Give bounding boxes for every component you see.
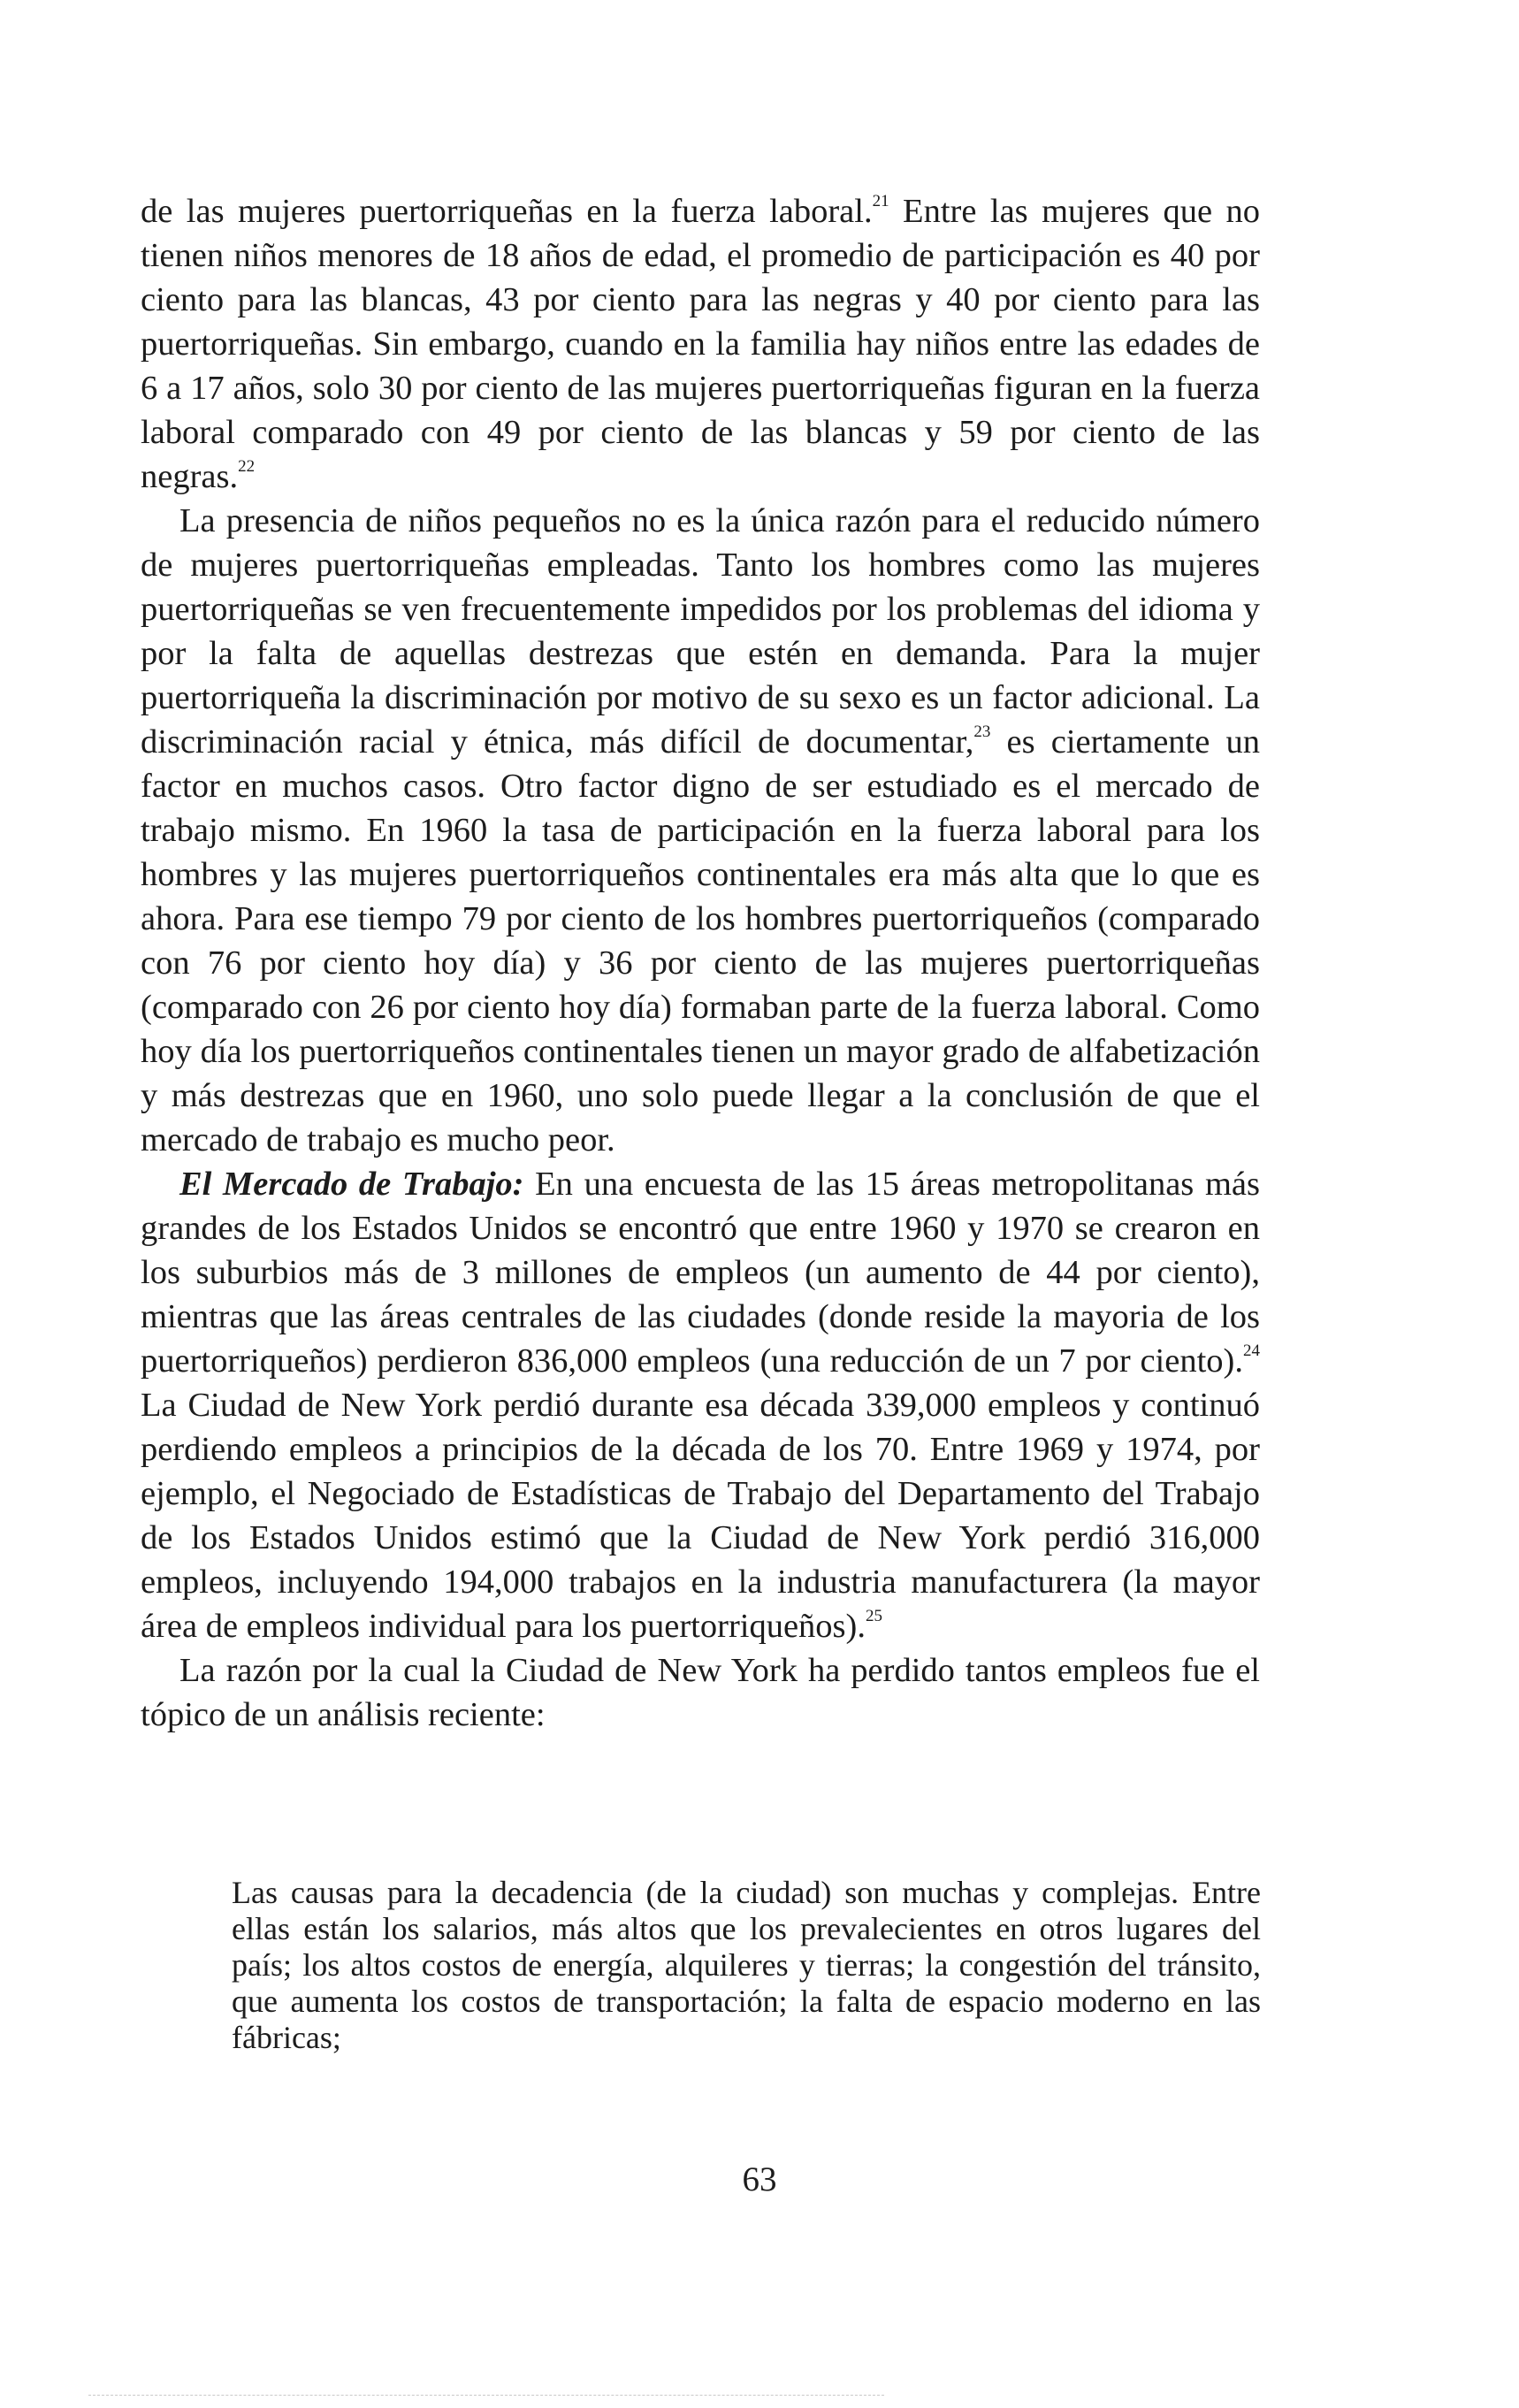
section-heading-mercado-de-trabajo: El Mercado de Trabajo: <box>179 1166 524 1203</box>
footnote-ref-22: 22 <box>238 457 256 477</box>
scan-edge-line <box>88 2395 884 2396</box>
paragraph-1 <box>141 189 1260 499</box>
paragraph-3-text-a: En una encuesta de las 15 áreas metropolitanas más grandes de los Estados Unidos se encontró que entre 1960 y 1970 se crearon en los suburbios más de 3 millones de empleos (un aumento de 44 por ciento), mientras que las áreas centrales de las ciudades (donde reside la mayoria de los puertorriqueños) perdieron 836,000 empleos (una reducción de un 7 por ciento). <box>141 1166 1260 1380</box>
footnote-ref-24: 24 <box>1243 1342 1260 1361</box>
paragraph-2-text-a: La presencia de niños pequeños no es la única razón para el reducido número de mujeres puertorriqueñas empleadas. Tanto los hombres como las mujeres puertorriqueñas se ven frecuentemente impedidos por los problemas del idioma y por la falta de aquellas destrezas que estén en demanda. Para la mujer puertorriqueña la discriminación por motivo de su sexo es un factor adicional. La discriminación racial y étnica, más difícil de documentar, <box>141 502 1260 761</box>
paragraph-3-text-b: La Ciudad de New York perdió durante esa década 339,000 empleos y continuó perdiendo empleos a principios de la década de los 70. Entre 1969 y 1974, por ejemplo, el Negociado de Estadísticas de Trabajo del Departamento del Trabajo de los Estados Unidos estimó que la Ciudad de New York perdió 316,000 empleos, incluyendo 194,000 trabajos en la industria manufacturera (la mayor área de empleos individual para los puertorriqueños). <box>141 1387 1260 1645</box>
paragraph-2-text-b: es ciertamente un factor en muchos casos. Otro factor digno de ser estudiado es el mercado de trabajo mismo. En 1960 la tasa de participación en la fuerza laboral para los hombres y las mujeres puertorriqueños continentales era más alta que lo que es ahora. Para ese tiempo 79 por ciento de los hombres puertorriqueños (comparado con 76 por ciento hoy día) y 36 por ciento de las mujeres puertorriqueñas (comparado con 26 por ciento hoy día) formaban parte de la fuerza laboral. Como hoy día los puertorriqueños continentales tienen un mayor grado de alfabetización y más destrezas que en 1960, uno solo puede llegar a la conclusión de que el mercado de trabajo es mucho peor. <box>141 723 1260 1158</box>
block-quote <box>232 1875 1261 2056</box>
paragraph-1-text-b: Entre las mujeres que no tienen niños menores de 18 años de edad, el promedio de participación es 40 por ciento para las blancas, 43 por ciento para las negras y 40 por ciento para las puertorriqueñas. Sin embargo, cuando en la familia hay niños entre las edades de 6 a 17 años, solo 30 por ciento de las mujeres puertorriqueñas figuran en la fuerza laboral comparado con 49 por ciento de las blancas y 59 por ciento de las negras. <box>141 193 1260 495</box>
footnote-ref-21: 21 <box>872 192 889 211</box>
paragraph-2 <box>141 499 1260 1162</box>
footnote-ref-25: 25 <box>866 1607 882 1626</box>
paragraph-3 <box>141 1162 1260 1648</box>
footnote-ref-23: 23 <box>973 722 991 742</box>
page-number: 63 <box>742 2160 777 2198</box>
paragraph-4-text: La razón por la cual la Ciudad de New York ha perdido tantos empleos fue el tópico de un análisis reciente: <box>141 1652 1260 1733</box>
body-text <box>141 189 1260 1737</box>
paragraph-4 <box>141 1648 1260 1737</box>
block-quote-text: Las causas para la decadencia (de la ciudad) son muchas y complejas. Entre ellas están los salarios, más altos que los prevalecientes en otros lugares del país; los altos costos de energía, alquileres y tierras; la congestión del tránsito, que aumenta los costos de transportación; la falta de espacio moderno en las fábricas; <box>232 1875 1261 2055</box>
paragraph-1-text-a: de las mujeres puertorriqueñas en la fuerza laboral. <box>141 193 873 230</box>
